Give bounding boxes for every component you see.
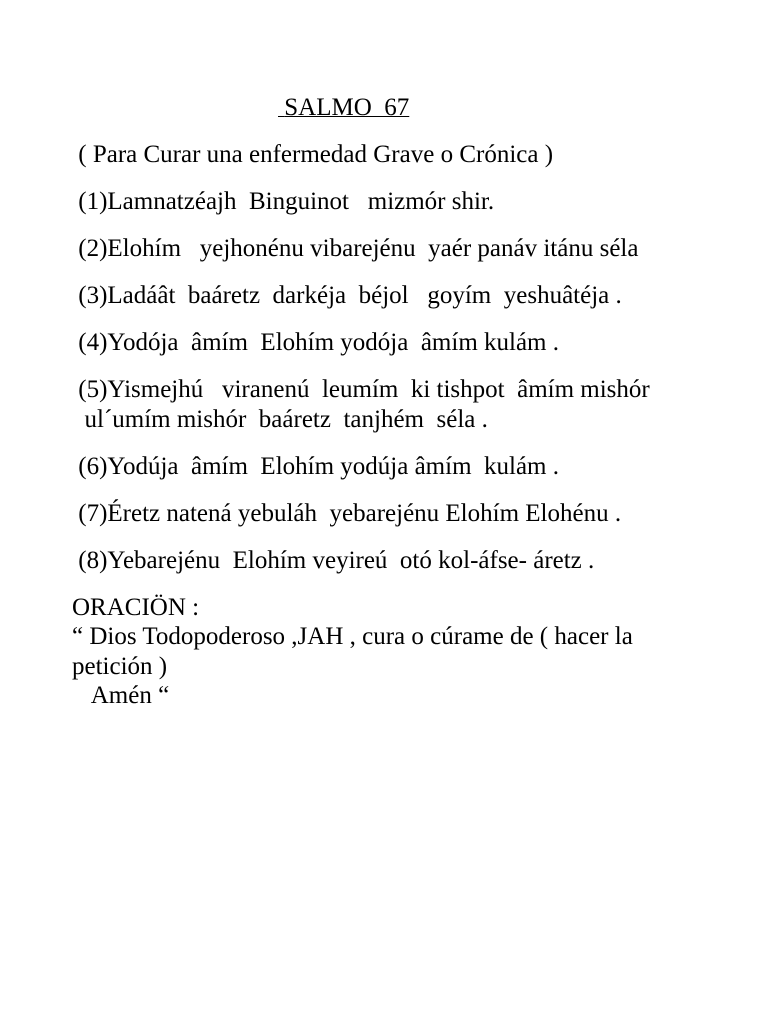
verse-line: (5)Yismejhú viranenú leumím ki tishpot âmím mishór bbox=[78, 376, 650, 403]
verse-3 bbox=[72, 281, 752, 311]
verse-5 bbox=[72, 375, 752, 434]
verse-line-continuation: ul´umím mishór baáretz tanjhém séla . bbox=[84, 405, 488, 433]
verse-1 bbox=[72, 187, 752, 217]
verse-line: (7)Éretz natená yebuláh yebarejénu Elohím Elohénu . bbox=[78, 499, 622, 527]
verse-7 bbox=[72, 499, 752, 529]
verse-4 bbox=[72, 328, 752, 358]
prayer-heading: ORACIÖN : bbox=[72, 593, 200, 621]
verse-line: (3)Ladáât baáretz darkéja béjol goyím yeshuâtéja . bbox=[78, 282, 622, 309]
psalm-title: SALMO 67 bbox=[284, 94, 410, 121]
prayer-closing: Amén “ bbox=[90, 682, 170, 709]
verse-2 bbox=[72, 234, 752, 264]
prayer-line: petición ) bbox=[72, 652, 168, 680]
verse-line: (6)Yodúja âmím Elohím yodúja âmím kulám . bbox=[78, 452, 559, 480]
prayer-line: “ Dios Todopoderoso ,JAH , cura o cúrame de ( hacer la bbox=[72, 623, 633, 650]
document-body bbox=[72, 93, 752, 711]
prayer-block bbox=[72, 593, 752, 711]
verse-line: (4)Yodója âmím Elohím yodója âmím kulám . bbox=[78, 329, 559, 356]
verse-6 bbox=[72, 452, 752, 482]
psalm-subtitle: ( Para Curar una enfermedad Grave o Crónica ) bbox=[78, 141, 554, 168]
verse-line: (1)Lamnatzéajh Binguinot mizmór shir. bbox=[78, 188, 495, 215]
verse-line: (2)Elohím yejhonénu vibarejénu yaér panáv itánu séla bbox=[78, 235, 639, 262]
verse-8 bbox=[72, 546, 752, 576]
verse-line: (8)Yebarejénu Elohím veyireú otó kol-áfse- áretz . bbox=[78, 546, 595, 574]
